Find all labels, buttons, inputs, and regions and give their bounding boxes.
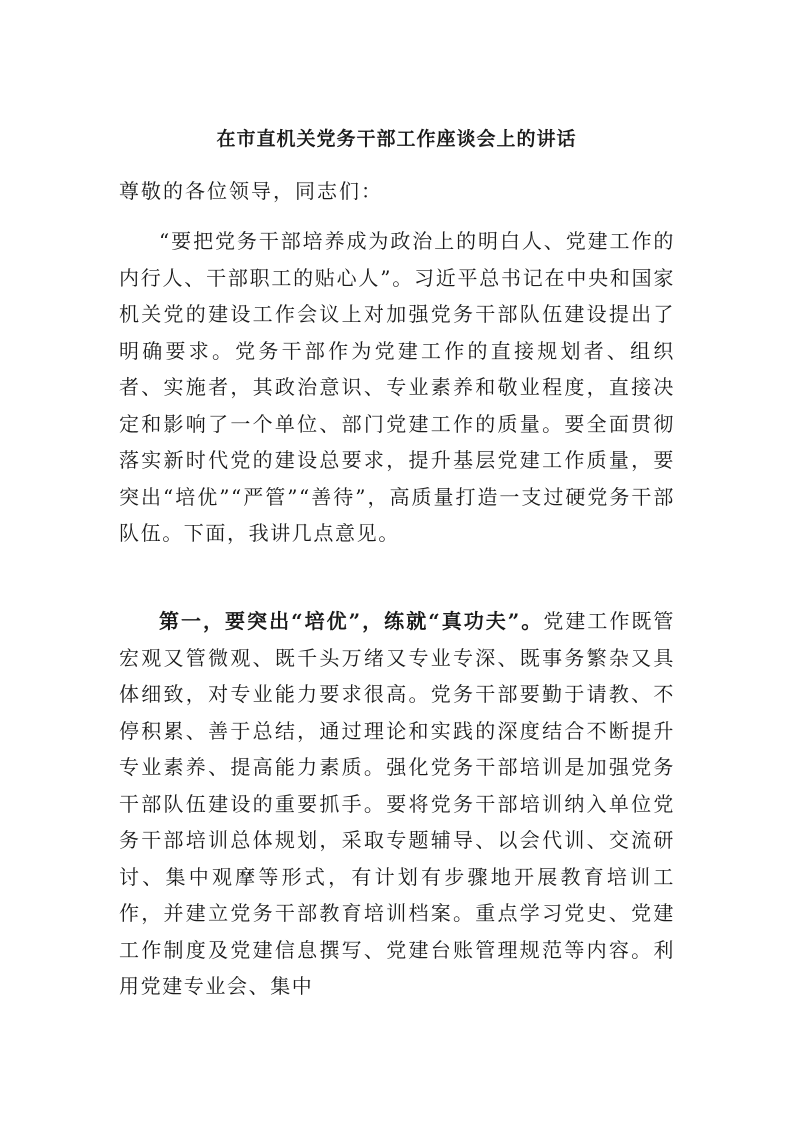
paragraph-first-point [119,603,675,1005]
paragraph-body: 党建工作既管宏观又管微观、既千头万绪又专业专深、既事务繁杂又具体细致，对专业能力要求很高。党务干部要勤于请教、不停积累、善于总结，通过理论和实践的深度结合不断提升专业素养、提高能力素质。强化党务干部培训是加强党务干部队伍建设的重要抓手。要将党务干部培训纳入单位党务干部培训总体规划，采取专题辅导、以会代训、交流研讨、集中观摩等形式，有计划有步骤地开展教育培训工作，并建立党务干部教育培训档案。重点学习党史、党建工作制度及党建信息撰写、党建台账管理规范等内容。利用党建专业会、集中 [119,609,675,998]
paragraph-lead: 第一，要突出“培优”，练就“真功夫”。 [159,609,544,633]
salutation: 尊敬的各位领导，同志们： [119,179,383,203]
paragraph-intro [119,223,675,552]
paragraph-body: “要把党务干部培养成为政治上的明白人、党建工作的内行人、干部职工的贴心人”。习近平总书记在中央和国家机关党的建设工作会议上对加强党务干部队伍建设提出了明确要求。党务干部作为党建工作的直接规划者、组织者、实施者，其政治意识、专业素养和敬业程度，直接决定和影响了一个单位、部门党建工作的质量。要全面贯彻落实新时代党的建设总要求，提升基层党建工作质量，要突出“培优”“严管”“善待”，高质量打造一支过硬党务干部队伍。下面，我讲几点意见。 [119,229,675,545]
document-title: 在市直机关党务干部工作座谈会上的讲话 [216,128,577,150]
